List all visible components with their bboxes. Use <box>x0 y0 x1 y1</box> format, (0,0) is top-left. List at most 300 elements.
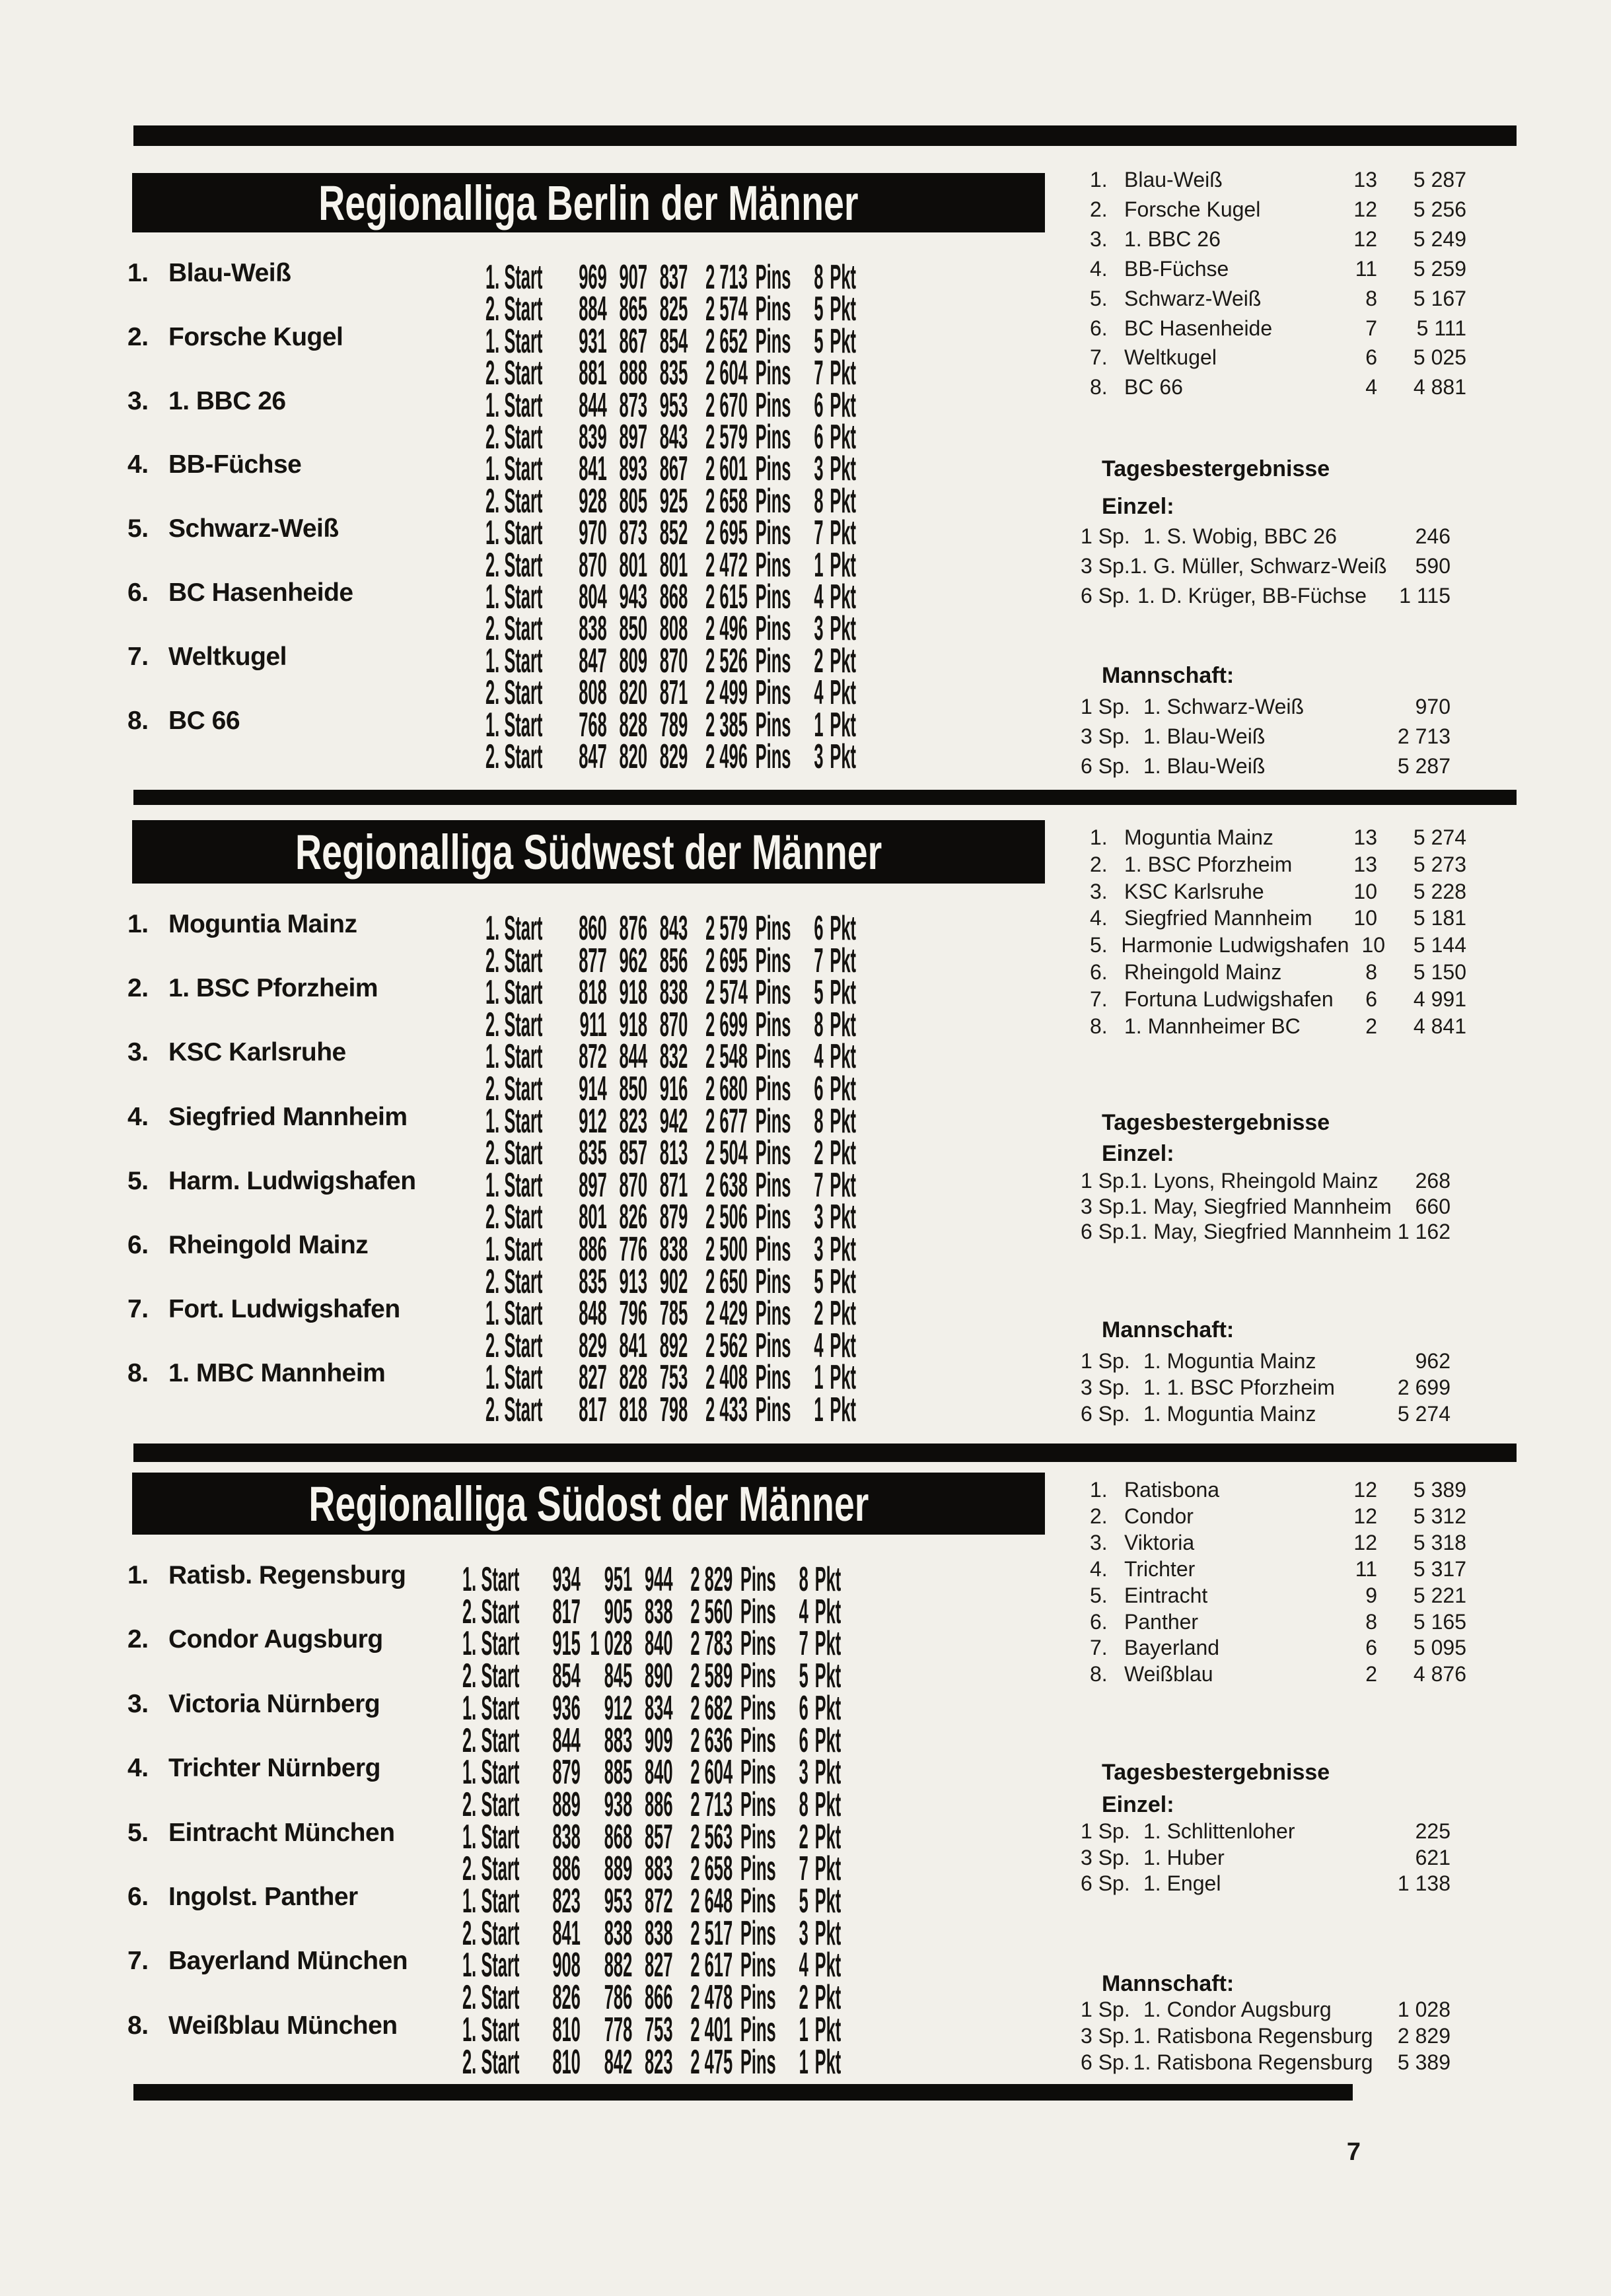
pins-label: Pins <box>755 909 791 948</box>
game3-score: 838 <box>659 1230 688 1269</box>
game2-score: 938 <box>604 1785 633 1824</box>
standings-points: 6 <box>1365 345 1377 370</box>
points-value: 2 <box>814 641 824 680</box>
team-rank: 8. <box>127 1359 149 1388</box>
points-label: Pkt <box>830 705 857 744</box>
game1-score: 817 <box>552 1592 581 1631</box>
start-label: 1. Start <box>485 258 543 296</box>
points-label: Pkt <box>830 418 857 456</box>
standings-team: Panther <box>1124 1609 1199 1634</box>
start-label: 2. Start <box>462 2042 520 2081</box>
start-label: 2. Start <box>485 941 543 980</box>
team-entry: 1. Moguntia Mainz <box>1143 1402 1316 1426</box>
game1-score: 914 <box>579 1070 607 1108</box>
daily-best-heading: Tagesbestergebnisse <box>1102 1110 1330 1135</box>
team-name: 1. BBC 26 <box>168 386 286 415</box>
start-result-row <box>462 1850 841 1889</box>
standings-team: Forsche Kugel <box>1124 197 1261 221</box>
points-label: Pkt <box>830 941 857 980</box>
team-rank: 3. <box>127 386 149 415</box>
daily-best-heading: Tagesbestergebnisse <box>1102 456 1330 481</box>
pins-label: Pins <box>755 354 791 393</box>
total-pins-value: 2 579 <box>705 418 748 456</box>
single-best-row <box>1081 585 1450 608</box>
total-pins-value: 2 433 <box>705 1391 748 1429</box>
pins-label: Pins <box>740 1753 776 1792</box>
total-pins-value: 2 517 <box>690 1914 733 1953</box>
standings-team: Blau-Weiß <box>1124 168 1223 191</box>
total-pins-value: 2 408 <box>705 1358 748 1397</box>
total-pins-value: 2 677 <box>705 1101 748 1140</box>
standings-rank: 3. <box>1090 879 1108 903</box>
start-label: 1. Start <box>485 514 543 553</box>
pins-label: Pins <box>755 1165 791 1204</box>
points-value: 3 <box>799 1753 808 1792</box>
game3-score: 925 <box>659 481 688 520</box>
points-label: Pkt <box>814 1688 841 1727</box>
start-result-row <box>462 1884 841 1918</box>
start-result-row <box>485 1072 856 1106</box>
player-entry: 1. D. Krüger, BB-Füchse <box>1137 584 1367 608</box>
points-value: 8 <box>814 481 824 520</box>
pins-label: Pins <box>755 1230 791 1269</box>
standings-pins: 5 165 <box>1413 1609 1466 1634</box>
game1-score: 841 <box>552 1914 581 1953</box>
game3-score: 870 <box>659 1005 688 1044</box>
game1-score: 844 <box>579 386 607 425</box>
game2-score: 844 <box>619 1037 647 1076</box>
games-count: 3 Sp. <box>1081 1846 1130 1869</box>
total-pins-value: 2 670 <box>705 386 748 425</box>
pins-label: Pins <box>755 641 791 680</box>
pins-label: Pins <box>755 1358 791 1397</box>
team-rank: 5. <box>127 514 149 543</box>
standings-team: KSC Karlsruhe <box>1124 879 1264 903</box>
pins-label: Pins <box>755 290 791 329</box>
pins-label: Pins <box>740 1657 776 1696</box>
start-result-row <box>485 1326 857 1365</box>
game1-score: 818 <box>579 973 607 1012</box>
standings-rank: 4. <box>1090 906 1108 930</box>
game3-score: 909 <box>644 1721 673 1760</box>
points-label: Pkt <box>830 1294 857 1333</box>
player-entry: 1. Engel <box>1143 1871 1221 1895</box>
start-label: 2. Start <box>462 1592 520 1631</box>
top-rule <box>133 125 1517 146</box>
score-value: 1 162 <box>1397 1220 1450 1243</box>
points-label: Pkt <box>830 258 857 296</box>
standings-points: 10 <box>1353 879 1377 903</box>
standings-pins: 5 111 <box>1416 316 1466 340</box>
standings-points: 13 <box>1353 852 1377 876</box>
standings-rank: 6. <box>1090 1609 1108 1634</box>
standings-team: 1. BBC 26 <box>1124 226 1221 251</box>
game1-score: 835 <box>579 1134 607 1173</box>
pins-label: Pins <box>755 578 791 616</box>
start-result-row <box>462 1688 841 1727</box>
team-name-row <box>127 516 339 543</box>
points-label: Pkt <box>830 290 857 329</box>
pins-label: Pins <box>755 514 791 553</box>
team-name-row <box>127 644 287 671</box>
team-entry: 1. Ratisbona Regensburg <box>1133 2024 1373 2048</box>
total-pins-value: 2 699 <box>705 1005 748 1044</box>
bottom-rule <box>133 2084 1353 2101</box>
game3-score: 870 <box>659 641 688 680</box>
game3-score: 871 <box>659 1165 688 1204</box>
standings-team: Siegfried Mannheim <box>1124 906 1312 930</box>
total-pins-value: 2 589 <box>690 1657 733 1696</box>
player-entry: 1. Lyons, Rheingold Mainz <box>1129 1169 1378 1193</box>
standings-points: 12 <box>1353 197 1377 221</box>
standings-row <box>1090 258 1466 281</box>
start-result-row <box>485 1232 856 1267</box>
score-value: 1 028 <box>1397 1998 1450 2021</box>
points-label: Pkt <box>814 1785 841 1824</box>
standings-pins: 5 167 <box>1413 286 1466 310</box>
team-rank: 7. <box>127 1295 149 1324</box>
game1-score: 829 <box>579 1326 607 1365</box>
team-name-row <box>127 1691 380 1718</box>
game3-score: 843 <box>659 909 688 948</box>
start-label: 2. Start <box>485 1198 543 1237</box>
points-value: 3 <box>814 1198 824 1237</box>
total-pins-value: 2 548 <box>705 1037 748 1076</box>
standings-team: Viktoria <box>1124 1530 1195 1554</box>
pins-label: Pins <box>740 1785 776 1824</box>
game2-score: 801 <box>619 545 647 584</box>
start-label: 2. Start <box>485 1134 543 1173</box>
game3-score: 832 <box>659 1037 688 1076</box>
start-result-row <box>485 481 857 520</box>
team-name: Schwarz-Weiß <box>168 514 339 543</box>
game2-score: 796 <box>619 1294 647 1333</box>
score-value: 2 829 <box>1397 2024 1450 2048</box>
standings-rank: 8. <box>1090 1014 1108 1038</box>
start-result-row <box>485 911 856 946</box>
points-label: Pkt <box>830 578 857 616</box>
standings-points: 4 <box>1365 375 1377 400</box>
standings-team: BB-Füchse <box>1124 256 1229 281</box>
game2-score: 962 <box>619 941 647 980</box>
start-label: 1. Start <box>485 973 543 1012</box>
team-entry: 1. 1. BSC Pforzheim <box>1143 1375 1335 1399</box>
team-name-row <box>127 1948 408 1975</box>
points-value: 8 <box>814 1005 824 1044</box>
standings-pins: 5 389 <box>1413 1478 1466 1502</box>
start-label: 1. Start <box>462 1688 520 1727</box>
single-best-row <box>1081 1873 1450 1895</box>
standings-points: 13 <box>1353 168 1377 191</box>
standings-team: Bayerland <box>1124 1636 1220 1660</box>
score-value: 225 <box>1415 1819 1450 1843</box>
player-entry: 1. G. Müller, Schwarz-Weiß <box>1129 554 1387 578</box>
start-result-row <box>485 641 857 680</box>
start-label: 1. Start <box>462 1624 520 1663</box>
start-result-row <box>485 611 856 646</box>
points-value: 6 <box>799 1688 808 1727</box>
team-name: BB-Füchse <box>168 450 302 479</box>
game3-score: 890 <box>644 1657 673 1696</box>
standings-points: 2 <box>1365 1662 1377 1687</box>
start-result-row <box>462 1657 841 1696</box>
games-count: 3 Sp. <box>1081 1195 1130 1218</box>
team-entry: 1. Blau-Weiß <box>1143 754 1266 778</box>
standings-rank: 4. <box>1090 256 1108 281</box>
team-name-row <box>127 911 357 938</box>
single-best-row <box>1081 1170 1450 1193</box>
start-label: 2. Start <box>485 290 543 329</box>
points-label: Pkt <box>830 1165 857 1204</box>
section-title-bar <box>132 820 1045 884</box>
game1-score: 934 <box>552 1560 581 1599</box>
game3-score: 871 <box>659 674 688 713</box>
points-label: Pkt <box>814 1657 841 1696</box>
game3-score: 840 <box>644 1753 673 1792</box>
team-best-row <box>1081 2025 1450 2048</box>
pins-label: Pins <box>740 1592 776 1631</box>
standings-row <box>1090 228 1466 251</box>
total-pins-value: 2 385 <box>705 705 748 744</box>
team-best-row <box>1081 1403 1450 1426</box>
points-label: Pkt <box>830 1391 857 1429</box>
points-value: 4 <box>814 674 824 713</box>
standings-pins: 5 150 <box>1413 960 1466 984</box>
standings-row <box>1090 907 1466 930</box>
standings-pins: 4 991 <box>1413 987 1466 1011</box>
start-result-row <box>462 1592 841 1631</box>
score-value: 5 389 <box>1397 2050 1450 2074</box>
total-pins-value: 2 504 <box>705 1134 748 1173</box>
start-result-row <box>485 941 857 980</box>
start-label: 1. Start <box>485 578 543 616</box>
standings-team: Harmonie Ludwigshafen <box>1121 933 1349 957</box>
daily-best-heading: Tagesbestergebnisse <box>1102 1760 1330 1785</box>
start-label: 1. Start <box>485 1294 543 1333</box>
start-result-row <box>485 740 856 774</box>
points-value: 1 <box>814 1358 824 1397</box>
start-label: 2. Start <box>485 481 543 520</box>
game2-score: 873 <box>619 386 647 425</box>
total-pins-value: 2 713 <box>690 1785 733 1824</box>
total-pins-value: 2 574 <box>705 290 748 329</box>
team-name: 1. MBC Mannheim <box>168 1359 386 1388</box>
standings-pins: 5 318 <box>1413 1530 1466 1554</box>
game3-score: 813 <box>659 1134 688 1173</box>
game1-score: 928 <box>579 481 607 520</box>
game1-score: 912 <box>579 1101 607 1140</box>
team-name-row <box>127 388 286 415</box>
game1-score: 860 <box>579 909 607 948</box>
standings-row <box>1090 989 1466 1011</box>
standings-points: 10 <box>1361 933 1386 957</box>
games-count: 3 Sp. <box>1081 554 1130 578</box>
points-label: Pkt <box>830 738 857 776</box>
game2-score: 867 <box>619 322 647 361</box>
points-label: Pkt <box>830 322 857 361</box>
game2-score: 951 <box>604 1560 633 1599</box>
game1-score: 870 <box>579 545 607 584</box>
pins-label: Pins <box>740 1978 776 2017</box>
game3-score: 886 <box>644 1785 673 1824</box>
game3-score: 838 <box>659 973 688 1012</box>
points-label: Pkt <box>814 2010 841 2049</box>
points-value: 4 <box>799 1946 808 1985</box>
game1-score: 884 <box>579 290 607 329</box>
points-label: Pkt <box>830 641 857 680</box>
team-name: Fort. Ludwigshafen <box>168 1295 400 1324</box>
standings-row <box>1090 1663 1466 1686</box>
team-rank: 5. <box>127 1166 149 1195</box>
total-pins-value: 2 526 <box>705 641 748 680</box>
standings-pins: 5 317 <box>1413 1556 1466 1581</box>
start-result-row <box>462 1755 841 1790</box>
game3-score: 857 <box>644 1817 673 1856</box>
points-value: 8 <box>814 258 824 296</box>
game2-score: 873 <box>619 514 647 553</box>
games-count: 1 Sp. <box>1081 695 1130 718</box>
game3-score: 838 <box>644 1914 673 1953</box>
single-results-label: Einzel: <box>1102 1141 1174 1166</box>
points-value: 5 <box>814 1262 824 1301</box>
points-value: 5 <box>814 290 824 329</box>
game3-score: 872 <box>644 1882 673 1920</box>
game2-score: 913 <box>619 1262 647 1301</box>
points-value: 5 <box>814 973 824 1012</box>
game1-score: 908 <box>552 1946 581 1985</box>
games-count: 3 Sp. <box>1081 2024 1130 2048</box>
total-pins-value: 2 429 <box>705 1294 748 1333</box>
points-value: 3 <box>814 1230 824 1269</box>
start-label: 2. Start <box>485 1391 543 1429</box>
game2-score: 805 <box>619 481 647 520</box>
points-label: Pkt <box>830 1134 857 1173</box>
game2-score: 820 <box>619 674 647 713</box>
standings-rank: 2. <box>1090 852 1108 876</box>
game2-score: 850 <box>619 1070 647 1108</box>
game2-score: 1 028 <box>590 1624 633 1663</box>
start-result-row <box>462 1916 841 1951</box>
start-result-row <box>462 1980 841 2015</box>
start-label: 2. Start <box>485 609 543 648</box>
points-label: Pkt <box>814 1946 841 1985</box>
game2-score: 845 <box>604 1657 633 1696</box>
total-pins-value: 2 658 <box>690 1850 733 1889</box>
game2-score: 841 <box>619 1326 647 1365</box>
game3-score: 892 <box>659 1326 688 1365</box>
start-label: 1. Start <box>485 641 543 680</box>
game2-score: 889 <box>604 1850 633 1889</box>
game3-score: 838 <box>644 1592 673 1631</box>
points-label: Pkt <box>814 2042 841 2081</box>
start-result-row <box>485 420 856 454</box>
standings-points: 7 <box>1365 316 1377 340</box>
total-pins-value: 2 648 <box>690 1882 733 1920</box>
standings-rank: 7. <box>1090 1636 1108 1660</box>
standings-points: 8 <box>1365 960 1377 984</box>
pins-label: Pins <box>740 1688 776 1727</box>
standings-points: 8 <box>1365 286 1377 310</box>
game1-score: 826 <box>552 1978 581 2017</box>
games-count: 6 Sp. <box>1081 1220 1130 1243</box>
game1-score: 810 <box>552 2010 581 2049</box>
start-result-row <box>485 260 856 295</box>
standings-points: 2 <box>1365 1014 1377 1038</box>
team-name: Harm. Ludwigshafen <box>168 1166 416 1195</box>
points-value: 3 <box>814 450 824 489</box>
standings-points: 8 <box>1365 1609 1377 1634</box>
total-pins-value: 2 682 <box>690 1688 733 1727</box>
team-name: Trichter Nürnberg <box>168 1754 380 1783</box>
start-result-row <box>462 1817 841 1856</box>
team-best-row <box>1081 755 1450 778</box>
game3-score: 843 <box>659 418 688 456</box>
game3-score: 868 <box>659 578 688 616</box>
team-name-row <box>127 2013 398 2040</box>
team-name: BC 66 <box>168 706 240 735</box>
start-result-row <box>485 580 856 614</box>
section-title-bar <box>132 173 1045 232</box>
team-name: Rheingold Mainz <box>168 1231 369 1259</box>
games-count: 6 Sp. <box>1081 754 1130 778</box>
points-label: Pkt <box>814 1592 841 1631</box>
standings-rank: 8. <box>1090 375 1108 400</box>
standings-points: 11 <box>1355 256 1377 281</box>
team-rank: 8. <box>127 706 149 735</box>
team-name-row <box>127 1626 383 1653</box>
standings-points: 12 <box>1353 1504 1377 1528</box>
pins-label: Pins <box>755 418 791 456</box>
standings-row <box>1090 169 1466 191</box>
points-value: 3 <box>814 738 824 776</box>
score-value: 5 287 <box>1397 754 1450 778</box>
start-label: 2. Start <box>485 418 543 456</box>
points-label: Pkt <box>814 1914 841 1953</box>
points-value: 8 <box>814 1101 824 1140</box>
start-label: 1. Start <box>462 1753 520 1792</box>
start-result-row <box>462 1723 841 1758</box>
game3-score: 902 <box>659 1262 688 1301</box>
start-label: 1. Start <box>485 909 543 948</box>
total-pins-value: 2 658 <box>705 481 748 520</box>
start-label: 2. Start <box>462 1978 520 2017</box>
start-label: 2. Start <box>462 1721 520 1760</box>
single-best-row <box>1081 1821 1450 1843</box>
standings-row <box>1090 376 1466 399</box>
team-name: Weißblau München <box>168 2011 398 2040</box>
points-label: Pkt <box>814 1882 841 1920</box>
standings-row <box>1090 1585 1466 1607</box>
points-value: 7 <box>814 514 824 553</box>
game1-score: 889 <box>552 1785 581 1824</box>
total-pins-value: 2 636 <box>690 1721 733 1760</box>
team-name-row <box>127 1039 346 1066</box>
game3-score: 944 <box>644 1560 673 1599</box>
start-label: 1. Start <box>485 1165 543 1204</box>
team-name: Victoria Nürnberg <box>168 1689 380 1718</box>
points-label: Pkt <box>830 973 857 1012</box>
team-name: Ratisb. Regensburg <box>168 1561 406 1589</box>
game3-score: 825 <box>659 290 688 329</box>
pins-label: Pins <box>755 1070 791 1108</box>
section-divider <box>133 1444 1517 1462</box>
team-name-row <box>127 1755 380 1782</box>
standings-pins: 5 025 <box>1413 345 1466 370</box>
total-pins-value: 2 604 <box>705 354 748 393</box>
points-value: 7 <box>799 1850 808 1889</box>
section-divider <box>133 790 1517 805</box>
pins-label: Pins <box>755 705 791 744</box>
